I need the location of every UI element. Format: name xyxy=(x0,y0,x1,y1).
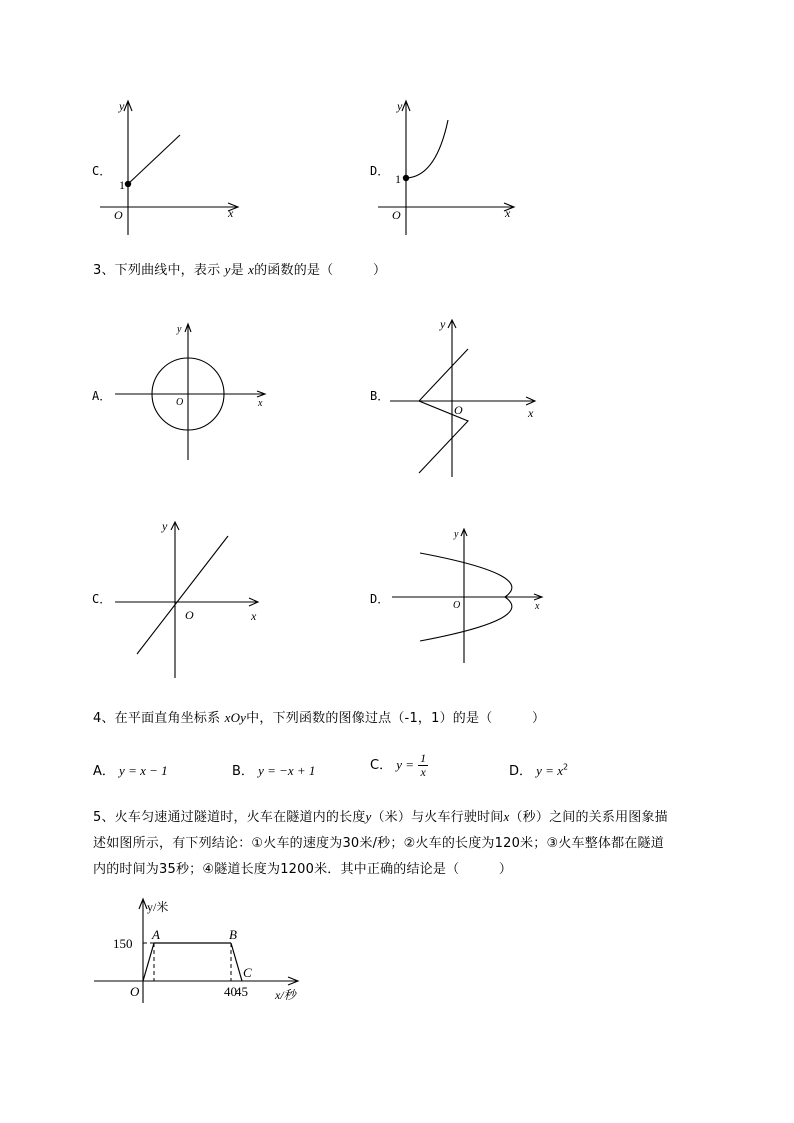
origin-label: O xyxy=(176,397,184,408)
question-number: 5、 xyxy=(93,810,115,825)
q3-var-y: y xyxy=(224,262,231,277)
q5-line-1 xyxy=(93,804,753,831)
option-formula: y = −x + 1 xyxy=(258,763,316,778)
q4-option-d xyxy=(509,760,568,779)
question-3-text xyxy=(93,257,386,284)
x-axis-label: x xyxy=(528,406,534,420)
q5-chart xyxy=(90,895,320,1010)
series-segment-B-C xyxy=(231,943,242,981)
q3-option-a-label: A． xyxy=(92,389,112,403)
question-number: 4、 xyxy=(93,711,115,726)
option-c-label-top: C． xyxy=(92,164,112,178)
q4-option-a xyxy=(93,760,168,779)
option-label: D． xyxy=(509,764,533,779)
q3-option-c-label: C． xyxy=(92,592,112,606)
x-tick-label-40: 40 xyxy=(224,984,237,999)
point-label-B: B xyxy=(229,927,237,942)
y-tick-label-150: 150 xyxy=(113,936,133,951)
graph-c-top xyxy=(100,95,250,240)
x-axis-label: x xyxy=(228,206,234,220)
origin-label: O xyxy=(392,208,401,222)
q3-text-c: 的函数的是（ ） xyxy=(254,263,387,278)
option-formula: y = x − 1 xyxy=(119,763,168,778)
x-axis-label: x/秒 xyxy=(275,988,296,1002)
point-label-C: C xyxy=(243,965,252,980)
origin-label: O xyxy=(454,403,463,417)
origin-label: O xyxy=(185,608,194,622)
option-formula-lhs: y = xyxy=(396,757,415,772)
x-tick-label-45: 45 xyxy=(235,984,248,999)
series-segment-O-A xyxy=(143,943,154,981)
q3-var-x: x xyxy=(248,262,255,277)
q5-line-2: 述如图所示，有下列结论：①火车的速度为30米/秒；②火车的长度为120米；③火车整体都在隧道 xyxy=(93,836,664,851)
fraction xyxy=(418,752,428,779)
y-axis-label: y/米 xyxy=(147,900,169,914)
q5-var-x: x xyxy=(503,809,510,824)
origin-label: O xyxy=(114,208,123,222)
origin-label: O xyxy=(453,600,461,611)
option-label: B． xyxy=(232,764,254,779)
y-axis-label: y xyxy=(119,99,125,113)
q5-line-3: 内的时间为35秒；④隧道长度为1200米．其中正确的结论是（ ） xyxy=(93,862,513,877)
y-axis-label: y xyxy=(162,519,168,533)
x-axis-label: x xyxy=(258,398,263,409)
fraction-denominator: x xyxy=(420,765,426,779)
question-4-text xyxy=(93,705,545,732)
intercept-label: 1 xyxy=(119,178,125,192)
q5-text-b: （米）与火车行驶时间 xyxy=(371,810,504,825)
exponent: 2 xyxy=(562,762,569,772)
q4-option-b xyxy=(232,760,315,779)
intercept-label: 1 xyxy=(395,172,401,186)
point-label-A: A xyxy=(152,927,160,942)
option-formula: y = x xyxy=(536,763,563,778)
x-axis-label: x xyxy=(505,206,511,220)
option-d-label-top: D． xyxy=(370,164,390,178)
q3-graph-c xyxy=(115,518,270,680)
q5-text-a: 火车匀速通过隧道时，火车在隧道内的长度 xyxy=(114,810,366,825)
line-graph xyxy=(128,135,180,184)
y-axis-label: y xyxy=(440,317,446,331)
y-axis-label: y xyxy=(454,529,459,540)
q3-option-d-label: D． xyxy=(370,592,390,606)
q4-option-c xyxy=(370,752,428,779)
q3-option-b-label: B． xyxy=(370,389,390,403)
origin-label: O xyxy=(130,984,140,999)
q3-graph-a xyxy=(115,320,270,462)
line-curve xyxy=(137,536,228,654)
intercept-point xyxy=(125,181,131,187)
y-axis-label: y xyxy=(397,99,403,113)
option-label: C． xyxy=(370,758,393,773)
q3-graph-b xyxy=(390,315,545,480)
intercept-point xyxy=(403,175,409,181)
x-axis-label: x xyxy=(535,601,540,612)
option-label: A． xyxy=(93,764,115,779)
fraction-numerator: 1 xyxy=(420,751,427,765)
q5-var-y: y xyxy=(365,809,372,824)
q5-text-c: （秒）之间的关系用图象描 xyxy=(509,810,668,825)
q4-text-a: 在平面直角坐标系 xyxy=(114,711,221,726)
question-5-text xyxy=(93,804,753,883)
q4-coord-name: xOy xyxy=(224,710,247,725)
curve-graph xyxy=(406,120,448,178)
q4-text-b: 中，下列函数的图像过点（-1，1）的是（ ） xyxy=(246,711,546,726)
q3-text-a: 下列曲线中，表示 xyxy=(114,263,221,278)
y-axis-label: y xyxy=(177,324,182,335)
q3-text-b: 是 xyxy=(230,263,244,278)
question-number: 3、 xyxy=(93,263,115,278)
graph-d-top xyxy=(378,95,528,240)
x-axis-label: x xyxy=(251,609,257,623)
q3-graph-d xyxy=(392,525,552,665)
